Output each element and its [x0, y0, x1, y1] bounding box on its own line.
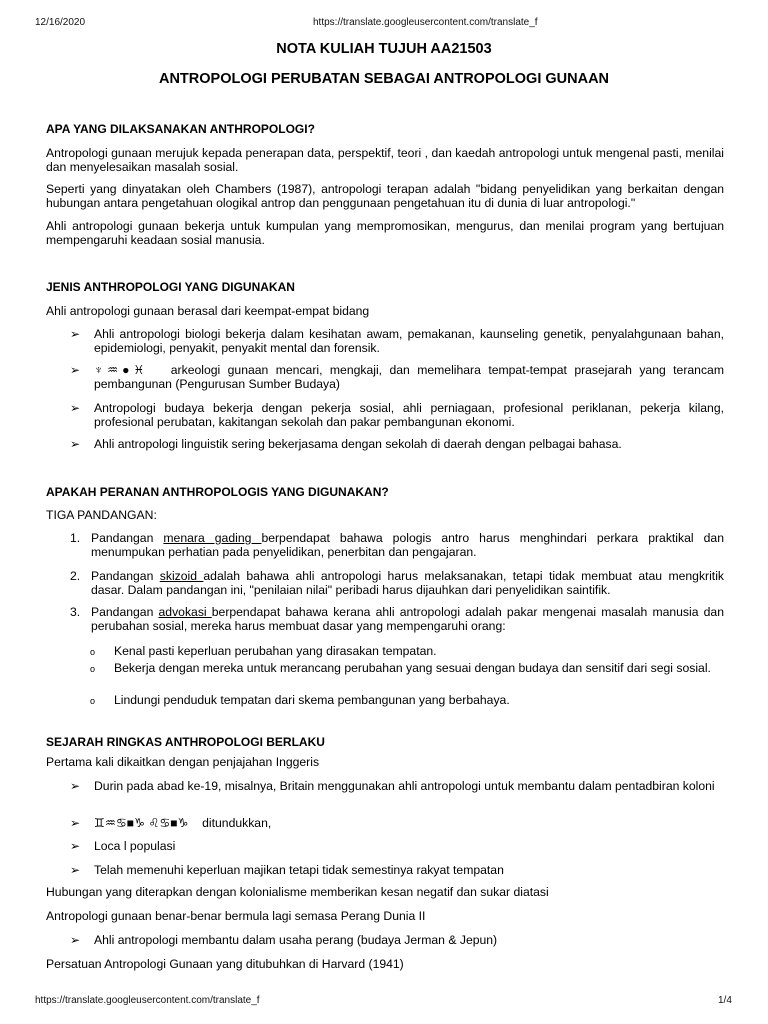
circle-bullet-icon: o — [90, 647, 96, 657]
paragraph: Antropologi gunaan merujuk kepada penerapan data, perspektif, teori , dan kaedah antropologi untuk mengenal pasti, menilai dan menyelesaikan masalah sosial. — [46, 146, 724, 174]
paragraph: Hubungan yang diterapkan dengan kolonialisme memberikan kesan negatif dan sukar diatasi — [46, 885, 549, 899]
page-number: 1/4 — [718, 995, 732, 1006]
list-item — [70, 779, 724, 793]
list-item — [70, 401, 724, 429]
list-item-text: Telah memenuhi keperluan majikan tetapi tidak semestinya rakyat tempatan — [94, 863, 504, 877]
underlined-term: menara gading — [163, 531, 262, 545]
list-item-text: Ahli antropologi biologi bekerja dalam kesihatan awam, pemakanan, kaunseling genetik, penyalahgunaan bahan, epidemiologi, penyakit, penyakit mental dan forensik. — [94, 327, 724, 355]
section-heading: APAKAH PERANAN ANTHROPOLOGIS YANG DIGUNAKAN? — [46, 485, 389, 499]
list-item — [70, 816, 724, 830]
list-item — [70, 839, 724, 853]
item-number: 2. — [70, 569, 81, 583]
list-item-text: Lindungi penduduk tempatan dari skema pembangunan yang berbahaya. — [114, 693, 510, 707]
paragraph: Ahli antropologi gunaan berasal dari keempat-empat bidang — [46, 304, 370, 318]
numbered-item — [70, 531, 724, 559]
paragraph: Antropologi gunaan benar-benar bermula lagi semasa Perang Dunia II — [46, 909, 426, 923]
list-item-text: Antropologi budaya bekerja dengan pekerja sosial, ahli perniagaan, profesional periklanan, pekerja kilang, profesional perubatan, kakitangan sekolah dan pakar pembangunan ekonomi. — [94, 401, 724, 429]
arrow-bullet-icon: ➢ — [70, 816, 81, 830]
underlined-term: advokasi — [158, 605, 212, 619]
list-item-text: Pandangan advokasi berpendapat bahawa kerana ahli antropologi adalah pakar mengenai masalah manusia dan perubahan sosial, mereka harus membuat dasar yang mempengaruhi orang: — [91, 605, 724, 633]
list-item-text: ♊♒♋■♑ ♌♋■♑ ditundukkan, — [94, 816, 272, 830]
paragraph: Persatuan Antropologi Gunaan yang ditubuhkan di Harvard (1941) — [46, 957, 404, 971]
sub-list-item — [90, 661, 724, 675]
paragraph: Pertama kali dikaitkan dengan penjajahan Inggeris — [46, 755, 320, 769]
list-item-text: Pandangan skizoid adalah bahawa ahli antropologi harus melaksanakan, tetapi tidak membuat atau mengkritik dasar. Dalam pandangan ini, "penilaian nilai" peribadi harus dijauhkan dari penyelidikan saintifik. — [91, 569, 724, 597]
section-heading: JENIS ANTHROPOLOGI YANG DIGUNAKAN — [46, 280, 295, 294]
numbered-item — [70, 569, 724, 597]
paragraph: TIGA PANDANGAN: — [46, 508, 157, 522]
numbered-item — [70, 605, 724, 633]
list-item-text: Ahli antropologi linguistik sering bekerjasama dengan sekolah di daerah dengan pelbagai bahasa. — [94, 437, 622, 451]
circle-bullet-icon: o — [90, 696, 96, 706]
underlined-term: skizoid — [159, 569, 204, 583]
list-item-text: ♆♒●♓ arkeologi gunaan mencari, mengkaji, dan memelihara tempat-tempat prasejarah yang terancam pembangunan (Pengurusan Sumber Budaya) — [94, 363, 724, 391]
arrow-bullet-icon: ➢ — [70, 437, 81, 451]
list-item-text: Loca l populasi — [94, 839, 176, 853]
list-item-text: Bekerja dengan mereka untuk merancang perubahan yang sesuai dengan budaya dan sensitif dari segi sosial. — [114, 661, 711, 675]
page-subtitle: ANTROPOLOGI PERUBATAN SEBAGAI ANTROPOLOGI GUNAAN — [158, 71, 610, 87]
list-item — [70, 327, 724, 355]
list-item-text: Pandangan menara gading berpendapat bahawa pologis antro harus menghindari perkara praktikal dan menumpukan perhatian pada penyelidikan, penerbitan dan pengajaran. — [91, 531, 724, 559]
sub-list-item — [90, 693, 724, 707]
list-item-text: Durin pada abad ke-19, misalnya, Britain menggunakan ahli antropologi untuk membantu dalam pentadbiran koloni — [94, 779, 715, 793]
item-number: 3. — [70, 605, 81, 619]
arrow-bullet-icon: ➢ — [70, 327, 81, 341]
arrow-bullet-icon: ➢ — [70, 863, 81, 877]
paragraph: Seperti yang dinyatakan oleh Chambers (1987), antropologi terapan adalah "bidang penyelidikan yang berkaitan dengan hubungan antara pengetahuan ologikal antrop dan penggunaan pengetahuan itu di dunia di luar antropologi." — [46, 182, 724, 210]
print-date: 12/16/2020 — [35, 17, 86, 28]
list-item — [70, 437, 724, 451]
section-heading: APA YANG DILAKSANAKAN ANTHROPOLOGI? — [46, 122, 315, 136]
circle-bullet-icon: o — [90, 664, 96, 674]
arrow-bullet-icon: ➢ — [70, 779, 81, 793]
list-item — [70, 863, 724, 877]
list-item — [70, 363, 724, 391]
paragraph: Ahli antropologi gunaan bekerja untuk kumpulan yang mempromosikan, mengurus, dan menilai program yang bertujuan mempengaruhi keadaan sosial manusia. — [46, 219, 724, 247]
arrow-bullet-icon: ➢ — [70, 363, 81, 377]
section-heading: SEJARAH RINGKAS ANTHROPOLOGI BERLAKU — [46, 735, 325, 749]
list-item — [70, 933, 724, 947]
item-number: 1. — [70, 531, 81, 545]
arrow-bullet-icon: ➢ — [70, 933, 81, 947]
arrow-bullet-icon: ➢ — [70, 839, 81, 853]
garbled-glyphs: ♆♒●♓ — [94, 363, 149, 377]
list-item-text: Ahli antropologi membantu dalam usaha perang (budaya Jerman & Jepun) — [94, 933, 498, 947]
print-url: https://translate.googleusercontent.com/translate_f — [313, 17, 538, 28]
footer-url: https://translate.googleusercontent.com/translate_f — [35, 995, 260, 1006]
sub-list-item — [90, 644, 724, 658]
arrow-bullet-icon: ➢ — [70, 401, 81, 415]
garbled-glyphs: ♊♒♋■♑ ♌♋■♑ — [94, 816, 189, 830]
page-title: NOTA KULIAH TUJUH AA21503 — [276, 41, 492, 57]
list-item-text: Kenal pasti keperluan perubahan yang dirasakan tempatan. — [114, 644, 437, 658]
